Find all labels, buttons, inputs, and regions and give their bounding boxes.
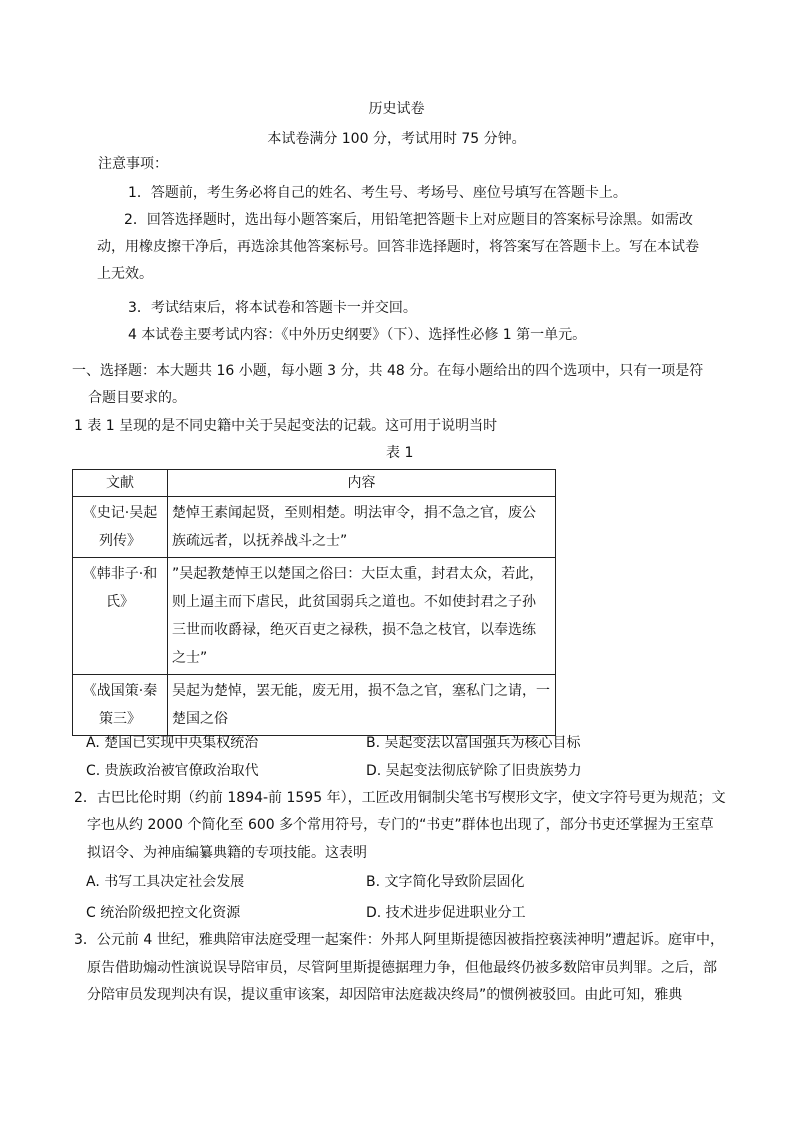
- source-text: 策三》: [99, 711, 141, 727]
- source-text: 《韩非子·和: [82, 566, 158, 582]
- question-3-line-1: 3．公元前 4 世纪，雅典陪审法庭受理一起案件：外邦人阿里斯提德因被指控亵渎神明”遭起诉。庭审中，: [74, 932, 724, 948]
- records-table: [72, 469, 556, 736]
- question-2-line-3: 拟诏令、为神庙编纂典籍的专项技能。这表明: [87, 845, 367, 861]
- notice-heading: 注意事项：: [98, 156, 168, 172]
- question-1-stem: 1 表 1 呈现的是不同史籍中关于吴起变法的记载。这可用于说明当时: [74, 418, 498, 434]
- notice-item-3: 3．考试结束后，将本试卷和答题卡一并交回。: [128, 300, 417, 316]
- source-text: 列传》: [99, 533, 141, 549]
- exam-title: 历史试卷: [368, 101, 425, 117]
- notice-item-1: 1．答题前，考生务必将自己的姓名、考生号、考场号、座位号填写在答题卡上。: [128, 185, 627, 201]
- question-2-option-c[interactable]: C 统治阶级把控文化资源: [86, 905, 241, 921]
- source-text: 《史记·吴起: [82, 505, 158, 521]
- content-text: 楚国之俗: [172, 711, 228, 727]
- table-header-content: 内容: [168, 470, 556, 497]
- question-1-option-b[interactable]: B. 吴起变法以富国强兵为核心目标: [366, 735, 581, 751]
- question-2-line-2: 字也从约 2000 个简化至 600 多个常用符号，专门的“书吏”群体也出现了，部分书吏还掌握为王室草: [87, 817, 714, 833]
- question-3-line-3: 分陪审员发现判决有误，提议重审该案，却因陪审法庭裁决终局”的惯例被驳回。由此可知，雅典: [87, 987, 683, 1003]
- table-row: [73, 497, 556, 558]
- question-3-line-2: 原告借助煽动性演说误导陪审员，尽管阿里斯提德据理力争，但他最终仍被多数陪审员判罪。之后，部: [87, 960, 717, 976]
- content-cell: [168, 675, 556, 736]
- notice-item-2-line-1: 2．回答选择题时，选出每小题答案后，用铅笔把答题卡上对应题目的答案标号涂黑。如需改: [124, 212, 693, 228]
- content-text: ”吴起教楚悼王以楚国之俗曰：大臣太重，封君太众，若此，: [172, 566, 544, 582]
- content-text: 楚悼王素闻起贤，至则相楚。明法审令，捐不急之官，废公: [172, 505, 536, 521]
- content-text: 吴起为楚悼，罢无能，废无用，损不急之官，塞私门之请，一: [172, 683, 550, 699]
- question-2-option-b[interactable]: B. 文字简化导致阶层固化: [366, 874, 525, 890]
- source-cell: [73, 558, 168, 675]
- question-2-option-a[interactable]: A. 书写工具决定社会发展: [86, 874, 245, 890]
- table-row: [73, 675, 556, 736]
- section-heading-line-2: 合题目要求的。: [88, 390, 186, 406]
- table-header-source: 文献: [73, 470, 168, 497]
- content-cell: [168, 558, 556, 675]
- exam-subtitle: 本试卷满分 100 分，考试用时 75 分钟。: [267, 131, 526, 147]
- content-cell: [168, 497, 556, 558]
- notice-item-2-line-3: 上无效。: [97, 266, 153, 282]
- section-heading-line-1: 一、选择题：本大题共 16 小题，每小题 3 分，共 48 分。在每小题给出的四个选项中，只有一项是符: [72, 363, 704, 379]
- table-caption: 表 1: [386, 445, 414, 461]
- table-row: [73, 558, 556, 675]
- content-text: 族疏远者，以抚养战斗之士”: [172, 533, 348, 549]
- source-cell: [73, 497, 168, 558]
- notice-item-2-line-2: 动，用橡皮擦干净后，再选涂其他答案标号。回答非选择题时，将答案写在答题卡上。写在本试卷: [97, 239, 699, 255]
- content-text: 三世而收爵禄，绝灭百吏之禄秩，损不急之枝官，以奉选练: [172, 622, 536, 638]
- question-1-option-c[interactable]: C. 贵族政治被官僚政治取代: [86, 763, 259, 779]
- question-2-line-1: 2．古巴比伦时期（约前 1894-前 1595 年），工匠改用铜制尖笔书写楔形文字，使文字符号更为规范；文: [74, 790, 726, 806]
- notice-item-4: 4 本试卷主要考试内容：《中外历史纲要》（下）、选择性必修 1 第一单元。: [128, 327, 587, 343]
- table-header-row: [73, 470, 556, 497]
- question-1-option-a[interactable]: A. 楚国已实现中央集权统治: [86, 735, 259, 751]
- content-text: 之士”: [172, 650, 208, 666]
- content-text: 则上逼主而下虐民，此贫国弱兵之道也。不如使封君之子孙: [172, 594, 536, 610]
- question-2-option-d[interactable]: D. 技术进步促进职业分工: [366, 905, 526, 921]
- question-1-option-d[interactable]: D. 吴起变法彻底铲除了旧贵族势力: [366, 763, 582, 779]
- source-text: 《战国策·秦: [82, 683, 158, 699]
- source-text: 氏》: [106, 594, 134, 610]
- source-cell: [73, 675, 168, 736]
